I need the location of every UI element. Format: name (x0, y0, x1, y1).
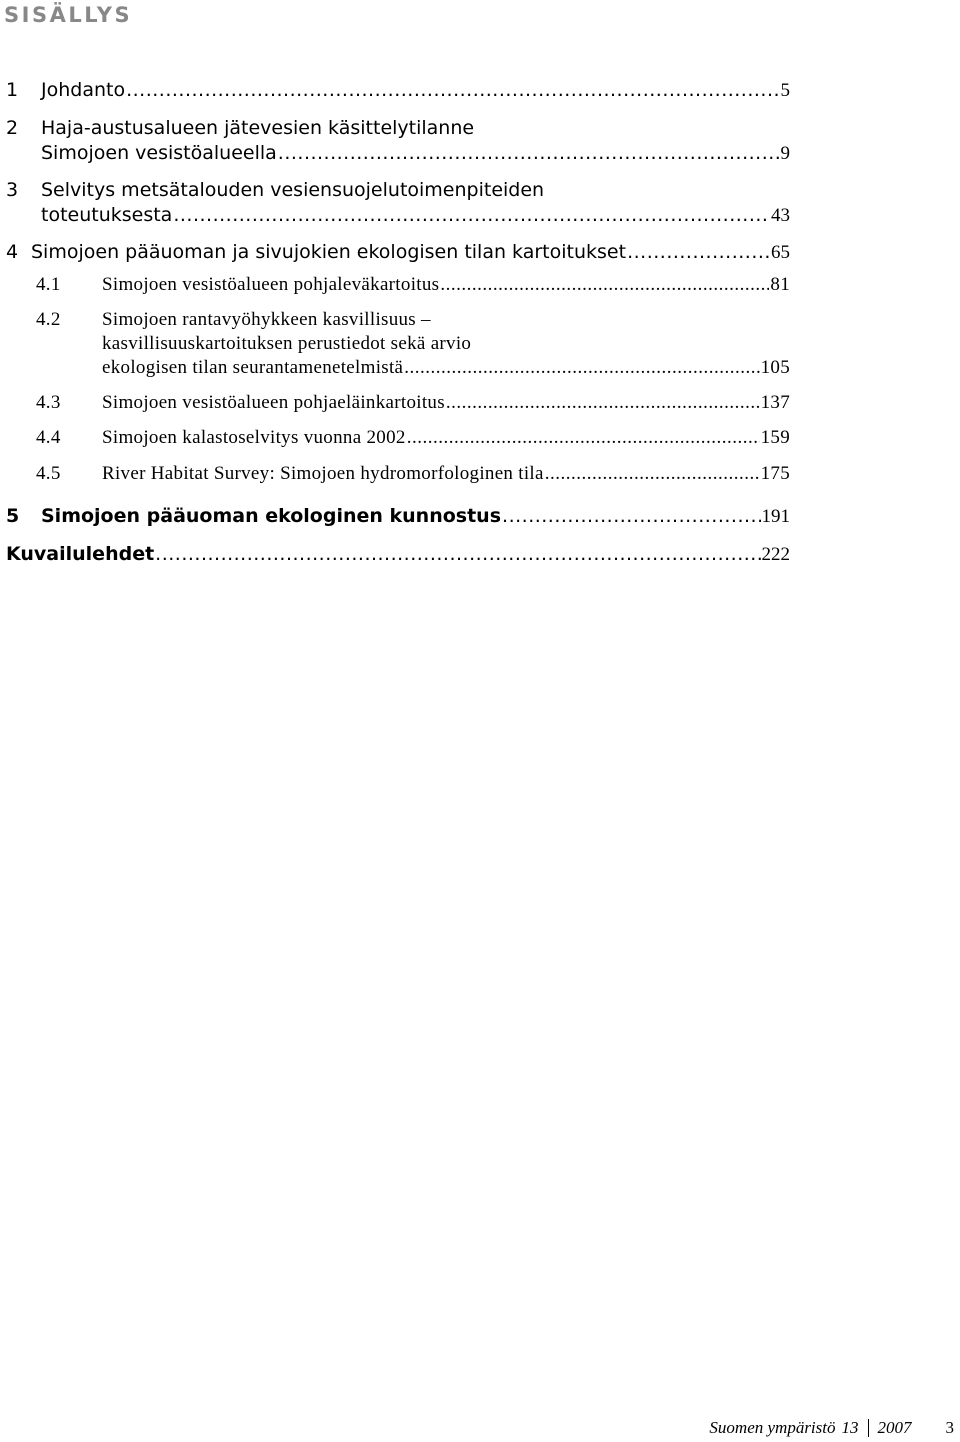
leader-dots (173, 203, 770, 228)
toc-entry-page: 43 (771, 205, 790, 226)
toc-entry-title-line: Selvitys metsätalouden vesiensuojelutoimenpiteiden (41, 179, 545, 201)
toc-entry-3[interactable] (6, 178, 790, 228)
footer-issue: 13 (841, 1418, 859, 1437)
toc-entry-1[interactable] (6, 78, 790, 103)
toc-entry-page: 175 (760, 463, 790, 484)
toc-entry-title: River Habitat Survey: Simojoen hydromorfologinen tila (102, 463, 544, 484)
footer-divider (868, 1419, 869, 1437)
toc-entry-4-4[interactable] (36, 426, 790, 450)
toc-entry-number: 4 (6, 241, 19, 263)
toc-entry-title: Simojoen pääuoman ja sivujokien ekologisen tilan kartoitukset (31, 241, 627, 263)
toc-entry-4[interactable] (6, 240, 790, 265)
toc-entry-4-2[interactable] (36, 308, 790, 380)
leader-dots (446, 391, 760, 415)
toc-entry-5[interactable] (6, 504, 790, 529)
leader-dots (155, 542, 760, 567)
footer-year: 2007 (877, 1418, 912, 1437)
toc-entry-page: 9 (780, 143, 790, 164)
toc-entry-page: 105 (760, 357, 790, 378)
leader-dots (404, 356, 759, 380)
toc-entry-number: 3 (6, 179, 19, 201)
toc-entry-title: Simojoen vesistöalueen pohjaeläinkartoitus (102, 392, 445, 413)
page-footer (709, 1418, 954, 1438)
toc-entry-number: 5 (6, 505, 20, 527)
toc-entry-title: Johdanto (41, 79, 126, 101)
leader-dots (440, 273, 769, 297)
footer-publication: Suomen ympäristö (709, 1418, 836, 1437)
toc-entry-title-line: Simojoen vesistöalueella (41, 142, 277, 164)
toc-entry-title-line: Haja-austusalueen jätevesien käsittelytilanne (41, 117, 475, 139)
table-of-contents (0, 0, 960, 600)
toc-entry-4-5[interactable] (36, 462, 790, 486)
toc-entry-page: 159 (760, 427, 790, 448)
toc-entry-title-line: Simojoen rantavyöhykkeen kasvillisuus – (102, 309, 431, 330)
toc-entry-title-line: ekologisen tilan seurantamenetelmistä (102, 357, 404, 378)
toc-heading: SISÄLLYS (4, 3, 133, 27)
toc-entry-number: 4.1 (36, 274, 61, 295)
toc-entry-page: 5 (780, 80, 790, 101)
toc-entry-2[interactable] (6, 116, 790, 166)
leader-dots (126, 78, 779, 103)
leader-dots (278, 141, 780, 166)
toc-entry-number: 2 (6, 117, 19, 139)
leader-dots (502, 504, 760, 529)
toc-entry-title-line: toteutuksesta (41, 204, 173, 226)
toc-entry-title: Simojoen kalastoselvitys vuonna 2002 (102, 427, 406, 448)
toc-entry-4-3[interactable] (36, 391, 790, 415)
toc-entry-kuvailulehdet[interactable] (6, 542, 790, 567)
footer-page-number: 3 (945, 1418, 954, 1437)
toc-entry-title: Kuvailulehdet (6, 543, 155, 565)
leader-dots (545, 462, 760, 486)
toc-entry-page: 222 (761, 544, 790, 565)
toc-entry-title: Simojoen vesistöalueen pohjaleväkartoitus (102, 274, 440, 295)
leader-dots (627, 240, 770, 265)
toc-entry-number: 4.5 (36, 463, 61, 484)
toc-entry-4-1[interactable] (36, 273, 790, 297)
toc-entry-number: 4.4 (36, 427, 61, 448)
toc-entry-page: 137 (760, 392, 790, 413)
toc-entry-number: 4.2 (36, 309, 61, 330)
toc-entry-page: 65 (771, 242, 790, 263)
leader-dots (407, 426, 760, 450)
toc-entry-title-line: kasvillisuuskartoituksen perustiedot sekä arvio (102, 333, 472, 354)
toc-entry-number: 4.3 (36, 392, 61, 413)
toc-entry-page: 81 (770, 274, 790, 295)
toc-entry-title: Simojoen pääuoman ekologinen kunnostus (41, 505, 502, 527)
toc-entry-page: 191 (761, 506, 790, 527)
toc-entry-number: 1 (6, 79, 19, 101)
